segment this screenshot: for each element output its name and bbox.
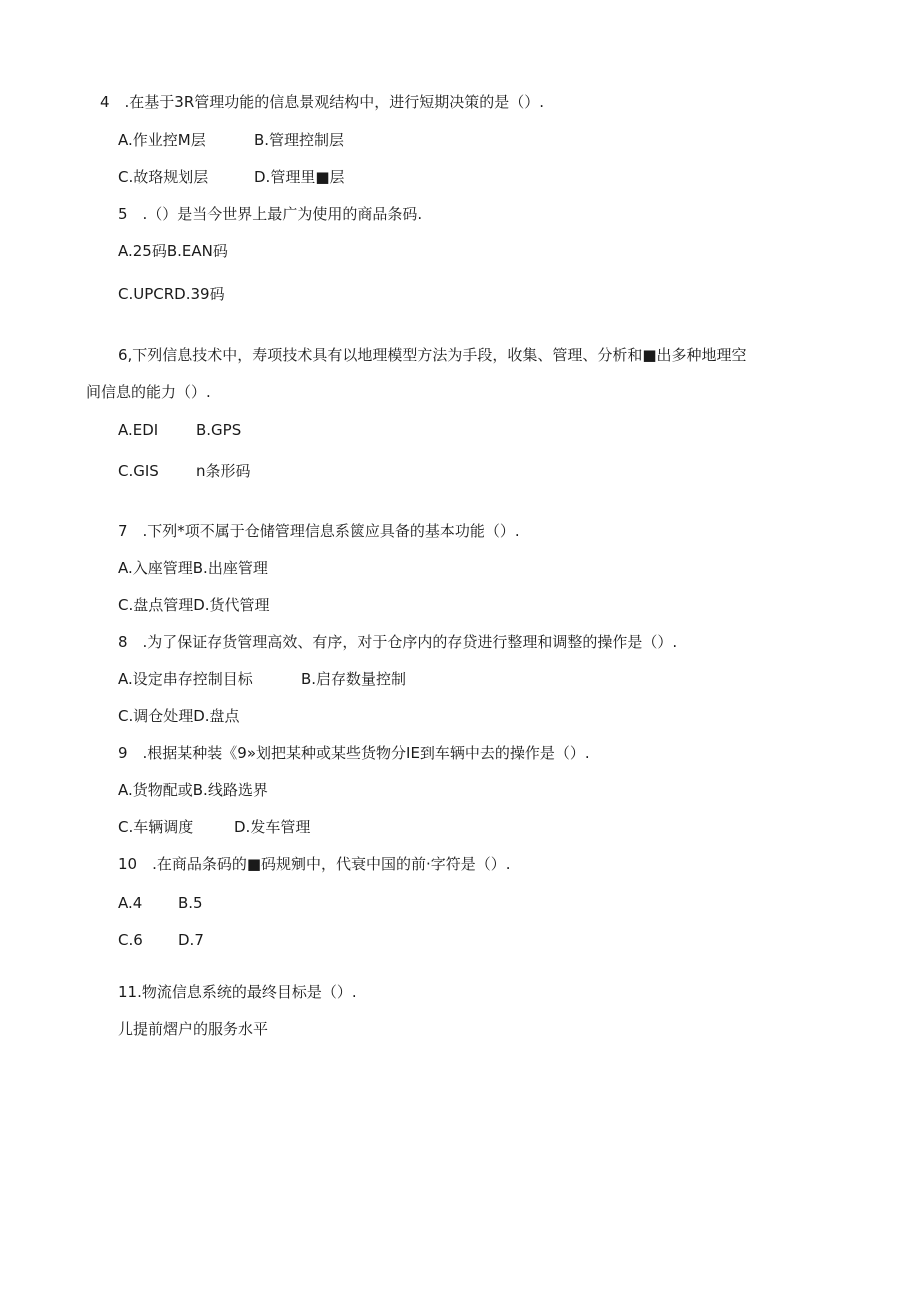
- question-9-stem: 9 .根据某种装《9»划把某种或某些货物分IE到车辆中去的操作是（）.: [118, 744, 590, 762]
- question-4-option-d: D.管理里■层: [254, 168, 345, 186]
- question-10-option-c: C.6: [118, 931, 143, 949]
- question-8-stem: 8 .为了保证存货管理高效、有序，对于仓序内的存贷进行整理和调整的操作是（）.: [118, 633, 678, 651]
- question-8-option-b: B.启存数量控制: [301, 670, 407, 688]
- question-9-options-ab: A.货物配或B.线路选界: [118, 781, 268, 799]
- question-5-options-cd: C.UPCRD.39码: [118, 285, 225, 303]
- question-10-stem: 10 .在商品条码的■码规剜中，代衰中国的前·字符是（）.: [118, 855, 511, 873]
- question-4-option-a: A.作业控M层: [118, 131, 206, 149]
- question-6-option-c: C.GIS: [118, 462, 159, 480]
- question-6-option-d: n条形码: [196, 462, 251, 480]
- question-8-options-cd: C.调仓处理D.盘点: [118, 707, 240, 725]
- question-10-option-b: B.5: [178, 894, 203, 912]
- question-11-option-a: 儿提前熠户的服务水平: [118, 1020, 269, 1038]
- question-9-option-d: D.发车管理: [234, 818, 311, 836]
- question-4-option-b: B.管理控制层: [254, 131, 345, 149]
- question-10-option-a: A.4: [118, 894, 143, 912]
- question-6-option-a: A.EDI: [118, 421, 159, 439]
- question-11-stem: 11.物流信息系统的最终目标是（）.: [118, 983, 357, 1001]
- question-5-options-ab: A.25码B.EAN码: [118, 242, 228, 260]
- question-7-options-cd: C.盘点管理D.货代管理: [118, 596, 270, 614]
- question-8-option-a: A.设定串存控制目标: [118, 670, 253, 688]
- question-9-option-c: C.车辆调度: [118, 818, 194, 836]
- question-7-options-ab: A.入座管理B.出座管理: [118, 559, 268, 577]
- question-10-option-d: D.7: [178, 931, 204, 949]
- question-6-stem-line2: 间信息的能力（）.: [86, 383, 211, 401]
- question-6-stem-line1: 6,下列信息技术中，寿项技术具有以地理模型方法为手段，收集、管理、分析和■出多种地理空: [118, 346, 747, 364]
- question-4-stem: 4 .在基于3R管理功能的信息景观结构中，进行短期决策的是（）.: [100, 93, 545, 111]
- question-4-option-c: C.故珞规划层: [118, 168, 209, 186]
- question-5-stem: 5 .（）是当今世界上最广为使用的商品条码.: [118, 205, 423, 223]
- question-7-stem: 7 .下列*项不属于仓储管理信息系篋应具备的基本功能（）.: [118, 522, 520, 540]
- question-6-option-b: B.GPS: [196, 421, 242, 439]
